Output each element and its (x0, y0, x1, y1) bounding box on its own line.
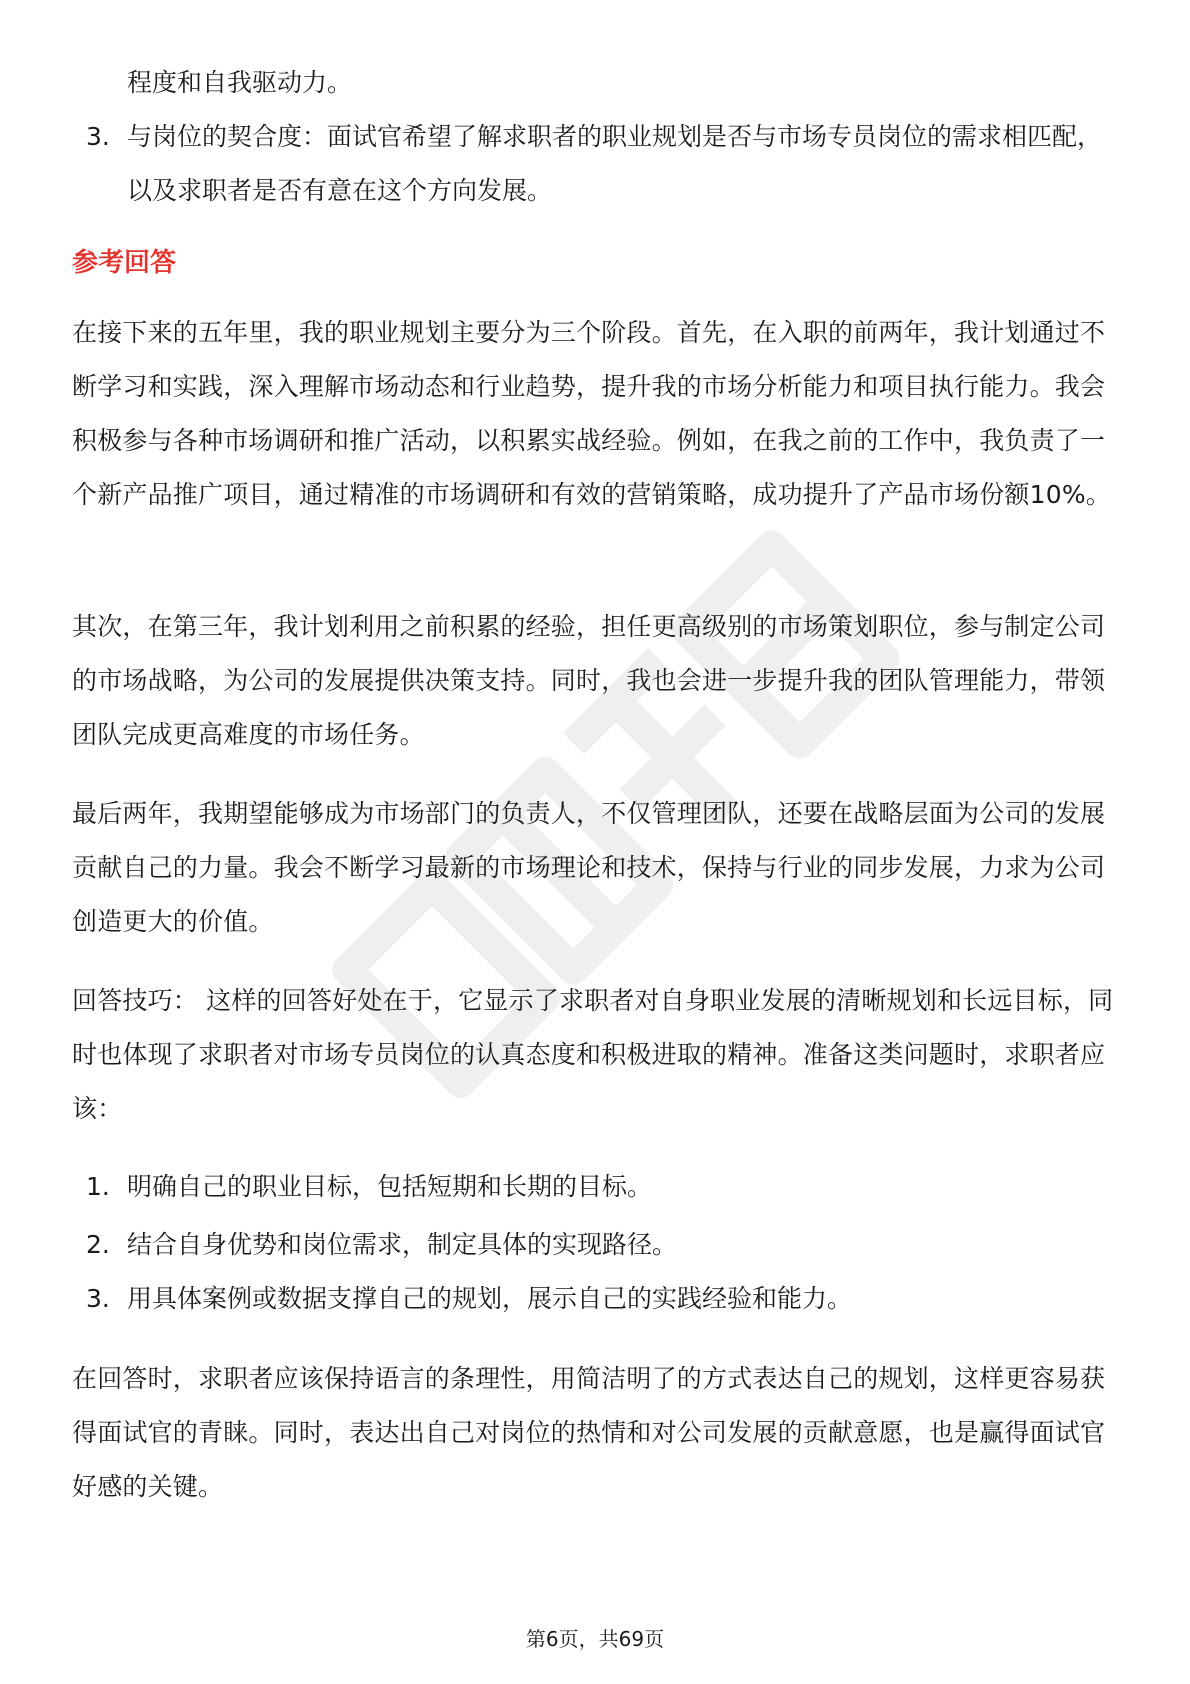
list-item-text: 明确自己的职业目标，包括短期和长期的目标。 (127, 1172, 653, 1201)
list-item-number: 3. (86, 1284, 110, 1313)
list-item-number: 1. (86, 1172, 110, 1201)
list-item (72, 1160, 1124, 1214)
answer-paragraph-1: 在接下来的五年里，我的职业规划主要分为三个阶段。首先，在入职的前两年，我计划通过不断学习和实践，深入理解市场动态和行业趋势，提升我的市场分析能力和项目执行能力。我会积极参与各种市场调研和推广活动，以积累实战经验。例如，在我之前的工作中，我负责了一个新产品推广项目，通过精准的市场调研和有效的营销策略，成功提升了产品市场份额10%。 (72, 318, 1111, 509)
list-item (72, 1218, 1124, 1272)
list-item-continuation: 程度和自我驱动力。 (127, 68, 353, 97)
answer-paragraph-3: 最后两年，我期望能够成为市场部门的负责人，不仅管理团队，还要在战略层面为公司的发展贡献自己的力量。我会不断学习最新的市场理论和技术，保持与行业的同步发展，力求为公司创造更大的价值。 (72, 799, 1106, 936)
list-item-number: 2. (86, 1230, 110, 1259)
closing-paragraph: 在回答时，求职者应该保持语言的条理性，用简洁明了的方式表达自己的规划，这样更容易获得面试官的青睐。同时，表达出自己对岗位的热情和对公司发展的贡献意愿，也是赢得面试官好感的关键。 (72, 1364, 1106, 1501)
list-item-text: 用具体案例或数据支撑自己的规划，展示自己的实践经验和能力。 (127, 1284, 853, 1313)
list-item (72, 1272, 1124, 1326)
page-number-footer: 第6页，共69页 (525, 1627, 665, 1651)
list-item-text: 与岗位的契合度：面试官希望了解求职者的职业规划是否与市场专员岗位的需求相匹配，以及求职者是否有意在这个方向发展。 (127, 122, 1103, 205)
list-item-text: 结合自身优势和岗位需求，制定具体的实现路径。 (127, 1230, 678, 1259)
tips-paragraph: 回答技巧： 这样的回答好处在于，它显示了求职者对自身职业发展的清晰规划和长远目标，同时也体现了求职者对市场专员岗位的认真态度和积极进取的精神。准备这类问题时，求职者应该： (72, 986, 1114, 1123)
section-heading: 参考回答 (72, 248, 177, 278)
list-item-number: 3. (86, 122, 110, 151)
answer-paragraph-2: 其次，在第三年，我计划利用之前积累的经验，担任更高级别的市场策划职位，参与制定公司的市场战略，为公司的发展提供决策支持。同时，我也会进一步提升我的团队管理能力，带领团队完成更高难度的市场任务。 (72, 612, 1106, 749)
list-item (72, 110, 1124, 218)
